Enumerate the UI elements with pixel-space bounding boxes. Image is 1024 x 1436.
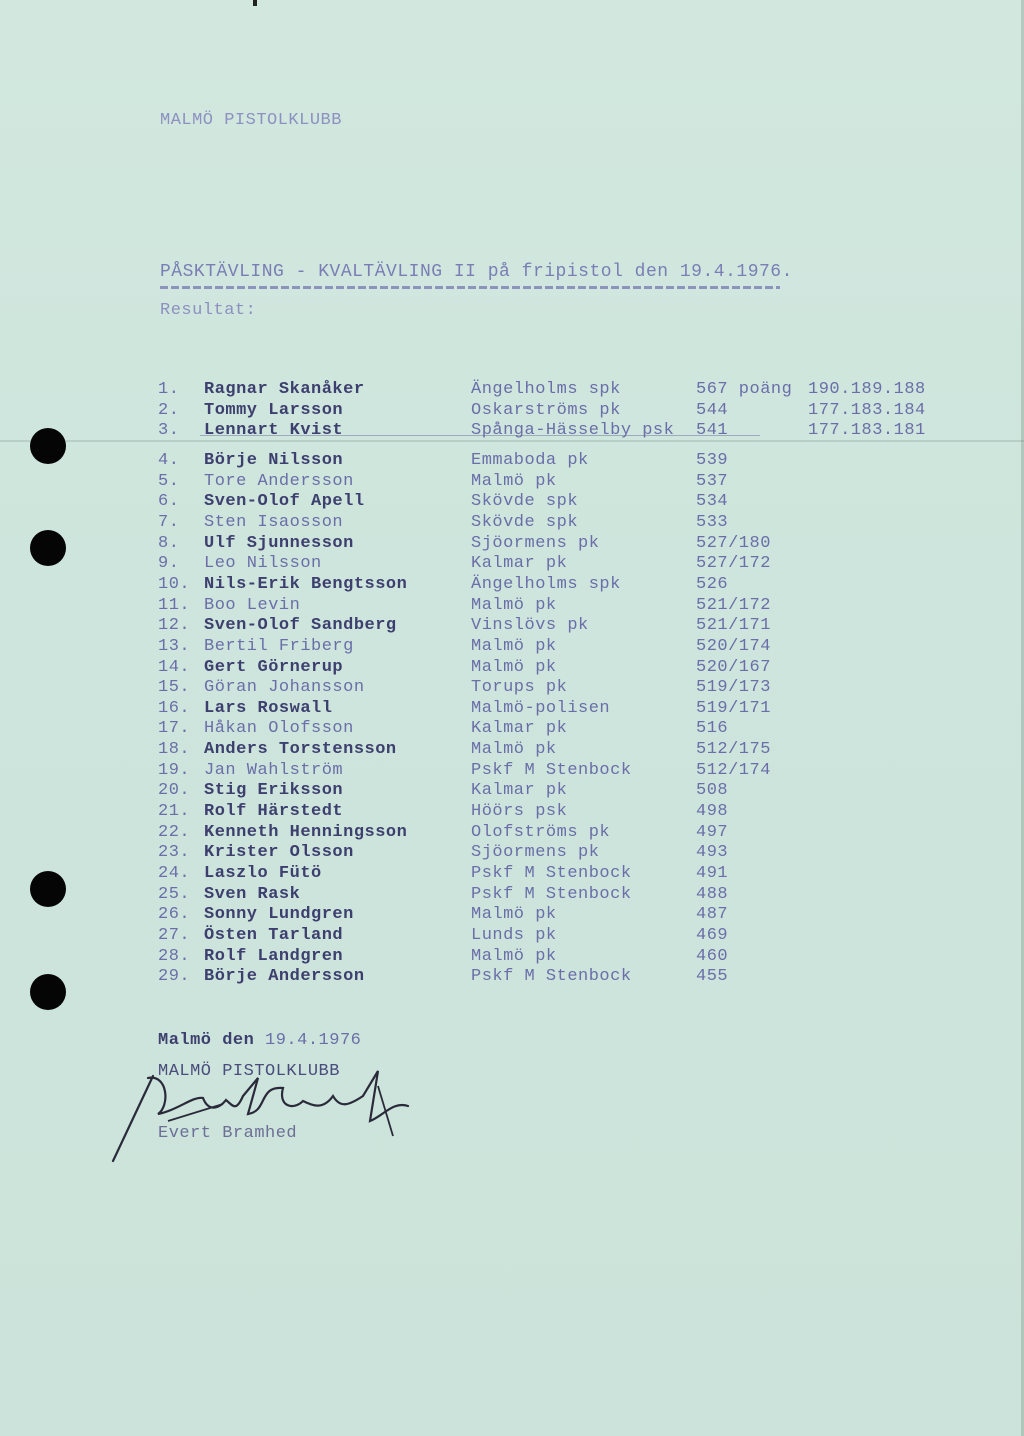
competitor-name: Gert Görnerup xyxy=(204,657,344,677)
competitor-name: Håkan Olofsson xyxy=(204,719,354,739)
competitor-name: Börje Nilsson xyxy=(204,451,344,470)
date-label: Malmö den xyxy=(158,1031,255,1050)
competitor-name: Lars Roswall xyxy=(204,698,333,718)
rank: 20. xyxy=(158,781,191,801)
score: 455 xyxy=(696,967,729,987)
competitor-name: Sven-Olof Apell xyxy=(204,492,365,512)
club-name: Kalmar pk xyxy=(471,719,568,739)
score: 544 xyxy=(696,400,729,420)
result-row xyxy=(0,472,1024,492)
rank: 24. xyxy=(158,864,191,883)
signature-org: MALMÖ PISTOLKLUBB xyxy=(158,1062,340,1081)
club-name: Ängelholms spk xyxy=(471,380,621,399)
rank: 28. xyxy=(158,946,191,966)
rank: 29. xyxy=(158,967,191,987)
score: 519/173 xyxy=(696,678,771,698)
score: 493 xyxy=(696,843,729,863)
rank: 6. xyxy=(158,492,180,512)
document-title: PÅSKTÄVLING - KVALTÄVLING II på fripistol den 19.4.1976. xyxy=(160,262,793,282)
competitor-name: Boo Levin xyxy=(204,595,301,615)
score: 498 xyxy=(696,802,729,822)
series-scores: 190.189.188 xyxy=(808,380,926,399)
rank: 22. xyxy=(158,822,191,842)
result-row xyxy=(0,421,1024,441)
signature-date xyxy=(158,1031,361,1050)
competitor-name: Krister Olsson xyxy=(204,843,354,863)
result-row xyxy=(0,534,1024,554)
result-row xyxy=(0,637,1024,657)
club-name: Malmö pk xyxy=(471,636,557,656)
result-row xyxy=(0,802,1024,822)
score: 527/180 xyxy=(696,533,771,553)
competitor-name: Rolf Landgren xyxy=(204,946,344,966)
competitor-name: Nils-Erik Bengtsson xyxy=(204,574,408,594)
rank: 10. xyxy=(158,574,191,594)
rank: 7. xyxy=(158,512,180,532)
competitor-name: Sten Isaosson xyxy=(204,512,344,532)
club-name: Lunds pk xyxy=(471,925,557,945)
club-name: Olofströms pk xyxy=(471,822,611,842)
rank: 14. xyxy=(158,657,191,677)
competitor-name: Ulf Sjunnesson xyxy=(204,533,354,553)
club-name: Malmö pk xyxy=(471,471,557,491)
result-row xyxy=(0,761,1024,781)
score: 534 xyxy=(696,492,729,512)
club-name: Kalmar pk xyxy=(471,554,568,574)
competitor-name: Sven-Olof Sandberg xyxy=(204,616,397,636)
result-row xyxy=(0,781,1024,801)
rank: 18. xyxy=(158,740,191,760)
club-name: Sjöormens pk xyxy=(471,843,600,863)
title-underline xyxy=(160,286,780,289)
result-row xyxy=(0,947,1024,967)
score: 519/171 xyxy=(696,698,771,718)
club-name: Malmö pk xyxy=(471,740,557,760)
result-row xyxy=(0,740,1024,760)
competitor-name: Bertil Friberg xyxy=(204,636,354,656)
result-row xyxy=(0,513,1024,533)
score: 520/167 xyxy=(696,657,771,677)
club-name: Malmö pk xyxy=(471,657,557,677)
competitor-name: Stig Eriksson xyxy=(204,781,344,801)
result-row xyxy=(0,885,1024,905)
result-row xyxy=(0,864,1024,884)
rank: 26. xyxy=(158,905,191,925)
ink-mark xyxy=(253,0,257,6)
rank: 27. xyxy=(158,925,191,945)
result-row xyxy=(0,823,1024,843)
competitor-name: Ragnar Skanåker xyxy=(204,380,365,399)
result-row xyxy=(0,678,1024,698)
competitor-name: Göran Johansson xyxy=(204,678,365,698)
club-name: Höörs psk xyxy=(471,802,568,822)
club-letterhead: MALMÖ PISTOLKLUBB xyxy=(160,111,342,130)
competitor-name: Jan Wahlström xyxy=(204,760,344,780)
score: 520/174 xyxy=(696,636,771,656)
competitor-name: Tommy Larsson xyxy=(204,400,344,420)
score: 491 xyxy=(696,864,729,883)
result-row xyxy=(0,843,1024,863)
score: 533 xyxy=(696,512,729,532)
rank: 12. xyxy=(158,616,191,636)
club-name: Vinslövs pk xyxy=(471,616,589,636)
series-scores: 177.183.184 xyxy=(808,400,926,420)
score: 488 xyxy=(696,884,729,904)
rank: 16. xyxy=(158,698,191,718)
club-name: Pskf M Stenbock xyxy=(471,760,632,780)
rank: 21. xyxy=(158,802,191,822)
club-name: Malmö pk xyxy=(471,946,557,966)
club-name: Spånga-Hässelby psk xyxy=(471,421,675,440)
club-name: Emmaboda pk xyxy=(471,451,589,470)
result-row xyxy=(0,926,1024,946)
score: 537 xyxy=(696,471,729,491)
competitor-name: Börje Andersson xyxy=(204,967,365,987)
result-row xyxy=(0,905,1024,925)
competitor-name: Östen Tarland xyxy=(204,925,344,945)
club-name: Malmö pk xyxy=(471,905,557,925)
club-name: Oskarströms pk xyxy=(471,400,621,420)
score: 487 xyxy=(696,905,729,925)
competitor-name: Kenneth Henningsson xyxy=(204,822,408,842)
top-results-underline xyxy=(200,435,760,436)
result-row xyxy=(0,967,1024,987)
score: 541 xyxy=(696,421,729,440)
result-row xyxy=(0,699,1024,719)
club-name: Sjöormens pk xyxy=(471,533,600,553)
club-name: Torups pk xyxy=(471,678,568,698)
score: 567 poäng xyxy=(696,380,793,399)
rank: 17. xyxy=(158,719,191,739)
score: 460 xyxy=(696,946,729,966)
score: 508 xyxy=(696,781,729,801)
club-name: Skövde spk xyxy=(471,492,579,512)
club-name: Malmö pk xyxy=(471,595,557,615)
result-row xyxy=(0,575,1024,595)
club-name: Kalmar pk xyxy=(471,781,568,801)
club-name: Ängelholms spk xyxy=(471,574,621,594)
rank: 8. xyxy=(158,533,180,553)
club-name: Skövde spk xyxy=(471,512,579,532)
score: 512/175 xyxy=(696,740,771,760)
result-row xyxy=(0,492,1024,512)
rank: 2. xyxy=(158,400,180,420)
score: 497 xyxy=(696,822,729,842)
rank: 23. xyxy=(158,843,191,863)
competitor-name: Sonny Lundgren xyxy=(204,905,354,925)
resultat-label: Resultat: xyxy=(160,301,257,320)
score: 469 xyxy=(696,925,729,945)
rank: 11. xyxy=(158,595,191,615)
score: 526 xyxy=(696,574,729,594)
score: 539 xyxy=(696,451,729,470)
rank: 25. xyxy=(158,884,191,904)
result-row xyxy=(0,616,1024,636)
club-name: Pskf M Stenbock xyxy=(471,864,632,883)
score: 521/172 xyxy=(696,595,771,615)
result-row xyxy=(0,554,1024,574)
competitor-name: Laszlo Fütö xyxy=(204,864,322,883)
result-row xyxy=(0,451,1024,471)
score: 521/171 xyxy=(696,616,771,636)
club-name: Pskf M Stenbock xyxy=(471,967,632,987)
score: 512/174 xyxy=(696,760,771,780)
result-row xyxy=(0,401,1024,421)
series-scores: 177.183.181 xyxy=(808,421,926,440)
club-name: Pskf M Stenbock xyxy=(471,884,632,904)
competitor-name: Tore Andersson xyxy=(204,471,354,491)
result-row xyxy=(0,719,1024,739)
rank: 13. xyxy=(158,636,191,656)
rank: 5. xyxy=(158,471,180,491)
handwritten-signature xyxy=(108,1066,418,1166)
competitor-name: Lennart Kvist xyxy=(204,421,344,440)
competitor-name: Rolf Härstedt xyxy=(204,802,344,822)
rank: 15. xyxy=(158,678,191,698)
competitor-name: Leo Nilsson xyxy=(204,554,322,574)
result-row xyxy=(0,658,1024,678)
competitor-name: Anders Torstensson xyxy=(204,740,397,760)
signer-name: Evert Bramhed xyxy=(158,1124,298,1143)
club-name: Malmö-polisen xyxy=(471,698,611,718)
rank: 4. xyxy=(158,451,180,470)
result-row xyxy=(0,380,1024,400)
score: 527/172 xyxy=(696,554,771,574)
competitor-name: Sven Rask xyxy=(204,884,301,904)
rank: 1. xyxy=(158,380,180,399)
result-row xyxy=(0,596,1024,616)
rank: 19. xyxy=(158,760,191,780)
rank: 3. xyxy=(158,421,180,440)
score: 516 xyxy=(696,719,729,739)
date-value: 19.4.1976 xyxy=(265,1031,362,1050)
rank: 9. xyxy=(158,554,180,574)
